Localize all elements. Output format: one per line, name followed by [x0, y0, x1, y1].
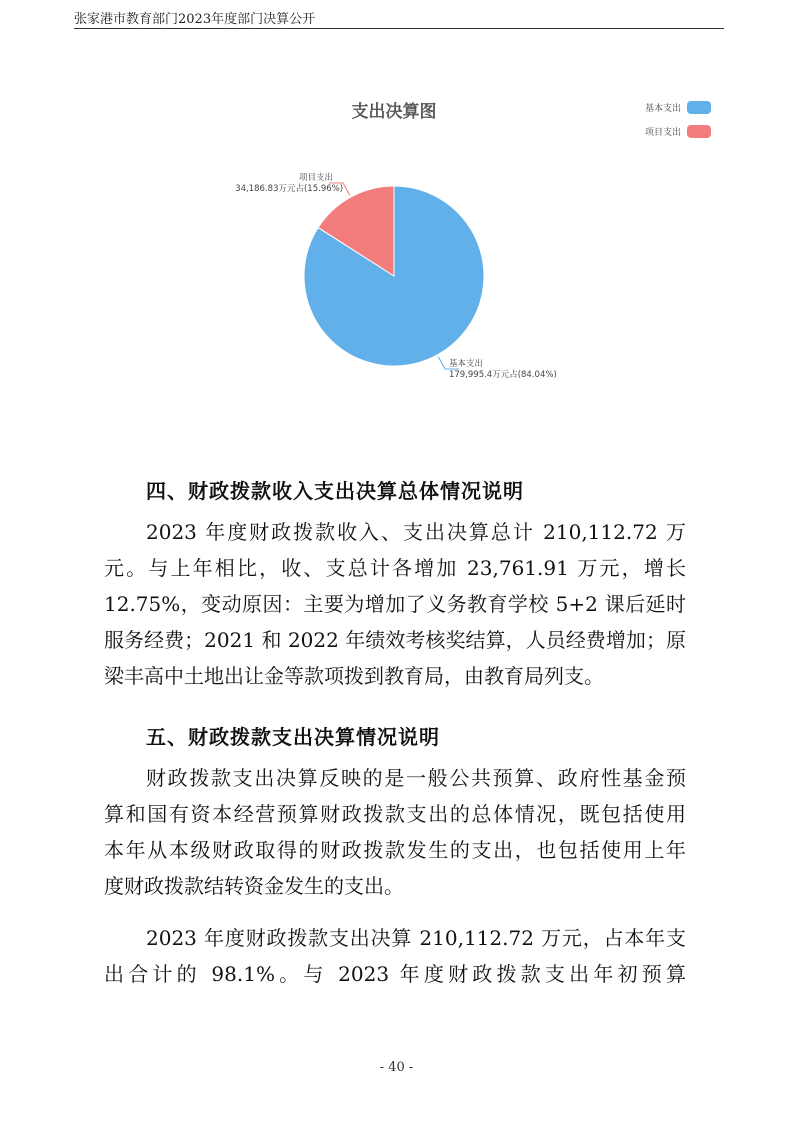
section-4-line: 12.75%，变动原因：主要为增加了义务教育学校 5+2 课后延时 [104, 592, 686, 616]
running-header [74, 6, 724, 29]
section-4-line: 元。与上年相比，收、支总计各增加 23,761.91 万元，增长 [104, 556, 686, 580]
chart-title: 支出决算图 [351, 102, 437, 122]
section-4-heading: 四、财政拨款收入支出决算总体情况说明 [146, 479, 524, 503]
header-title: 张家港市教育部门2023年度部门决算公开 [74, 12, 316, 27]
legend-label: 项目支出 [644, 128, 681, 138]
section-4-line: 2023 年度财政拨款收入、支出决算总计 210,112.72 万 [146, 520, 686, 544]
pie-label-value: 34,186.83万元占(15.96%) [235, 184, 344, 195]
expenditure-pie-chart [0, 80, 793, 400]
section-5-line: 财政拨款支出决算反映的是一般公共预算、政府性基金预 [146, 766, 686, 790]
section-5-line: 算和国有资本经营预算财政拨款支出的总体情况，既包括使用 [104, 802, 686, 826]
pie-chart-svg [0, 80, 793, 400]
section-5-line: 2023 年度财政拨款支出决算 210,112.72 万元，占本年支 [146, 926, 686, 950]
section-4-line: 服务经费；2021 和 2022 年绩效考核奖结算，人员经费增加；原 [104, 628, 686, 652]
section-4-line: 梁丰高中土地出让金等款项拨到教育局，由教育局列支。 [104, 664, 604, 688]
pie-label-value: 179,995.4万元占(84.04%) [448, 369, 557, 380]
legend-label: 基本支出 [644, 104, 681, 114]
legend-swatch [687, 101, 711, 114]
section-5-heading: 五、财政拨款支出决算情况说明 [146, 725, 440, 749]
page-number: - 40 - [379, 1060, 414, 1075]
pie-label-name: 项目支出 [299, 173, 334, 184]
section-5-line: 度财政拨款结转资金发生的支出。 [104, 874, 404, 898]
section-5-line: 出合计的 98.1%。与 2023 年度财政拨款支出年初预算 [104, 962, 686, 986]
section-5-line: 本年从本级财政取得的财政拨款发生的支出，也包括使用上年 [104, 838, 686, 862]
pie-label-name: 基本支出 [448, 358, 483, 369]
legend-swatch [687, 125, 711, 138]
